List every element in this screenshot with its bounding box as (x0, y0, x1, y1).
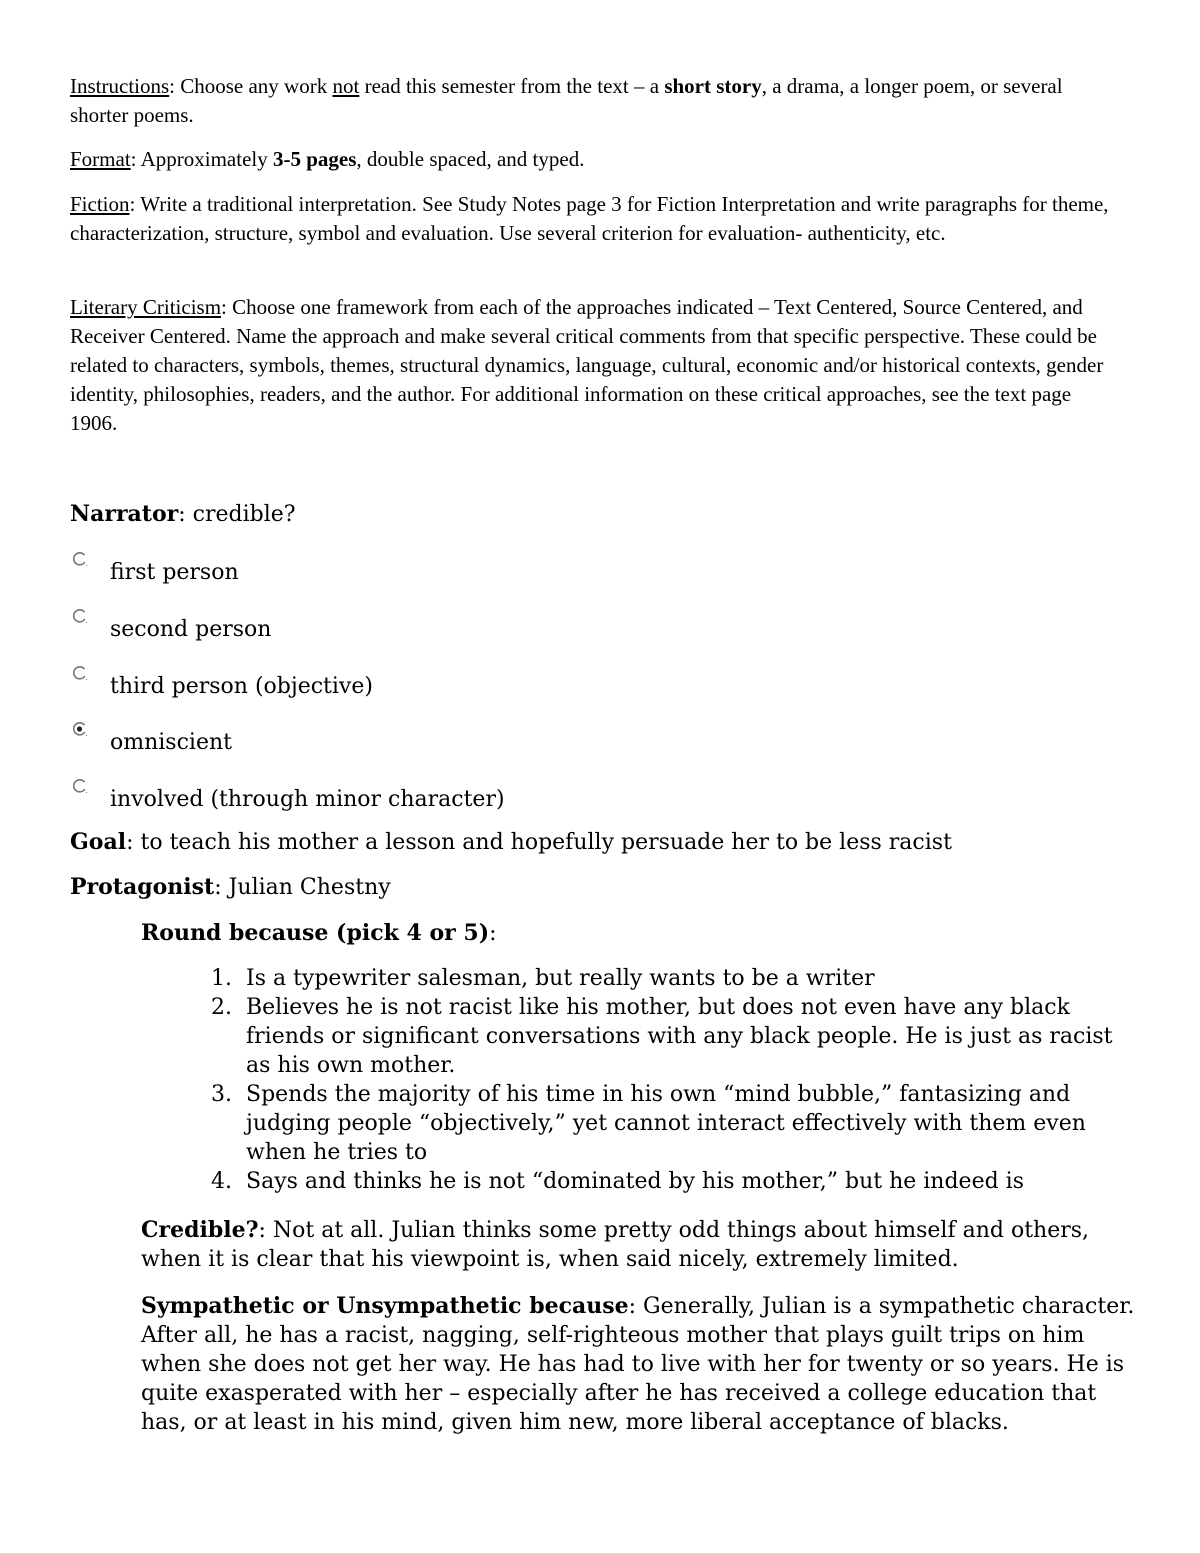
list-number: 4. (211, 1169, 232, 1194)
radio-selected-icon[interactable] (73, 722, 87, 736)
radio-label: first person (110, 560, 239, 585)
instructions-text: : Choose any work (169, 74, 333, 98)
goal-line (70, 828, 952, 857)
instructions-text-3: , a drama, a longer poem, or several shorter poems. (70, 74, 1063, 127)
credible-label: Credible? (141, 1217, 259, 1243)
fiction-text: : Write a traditional interpretation. See Study Notes page 3 for Fiction Interpretation and write paragraphs for theme, characterization, structure, symbol and evaluation. Use several criterion for evaluation- authenticity, etc. (70, 192, 1109, 245)
radio-label: second person (110, 617, 272, 642)
short-story-emphasis: short story (664, 74, 762, 98)
round-list (141, 964, 1136, 1196)
radio-label: third person (objective) (110, 674, 373, 699)
instructions-paragraph (70, 72, 1120, 130)
instructions-text-2: read this semester from the text – a (359, 74, 665, 98)
list-text: Believes he is not racist like his mother, but does not even have any black friends or significant conversations with any black people. He is just as racist as his own mother. (246, 995, 1113, 1078)
goal-text: : to teach his mother a lesson and hopefully persuade her to be less racist (126, 830, 952, 855)
format-text: : Approximately (130, 147, 273, 171)
round-label: Round because (pick 4 or 5) (141, 920, 490, 946)
fiction-label: Fiction (70, 192, 130, 216)
list-number: 2. (211, 995, 232, 1020)
list-item (141, 1080, 1136, 1167)
list-text: Spends the majority of his time in his own “mind bubble,” fantasizing and judging people “objectively,” yet cannot interact effectively with them even when he tries to (246, 1082, 1086, 1165)
fiction-paragraph (70, 190, 1120, 248)
format-label: Format (70, 147, 131, 171)
radio-label: involved (through minor character) (110, 787, 505, 812)
protagonist-line (70, 873, 391, 902)
credible-paragraph (141, 1216, 1136, 1274)
round-colon: : (489, 921, 497, 946)
instructions-label: Instructions (70, 74, 170, 98)
list-text: Says and thinks he is not “dominated by his mother,” but he indeed is (246, 1169, 1024, 1194)
sympathetic-paragraph (141, 1292, 1136, 1437)
pages-emphasis: 3-5 pages (273, 147, 357, 171)
goal-label: Goal (70, 829, 127, 855)
list-number: 3. (211, 1082, 232, 1107)
not-emphasis: not (332, 74, 360, 98)
list-text: Is a typewriter salesman, but really wants to be a writer (246, 966, 875, 991)
sympathetic-label: Sympathetic or Unsympathetic because (141, 1293, 629, 1319)
narrator-text: : credible? (178, 502, 296, 527)
criticism-label: Literary Criticism (70, 295, 222, 319)
sympathetic-text: : Generally, Julian is a sympathetic character. After all, he has a racist, nagging, self-righteous mother that plays guilt trips on him when she does not get her way. He has had to live with her for twenty or so years. He is quite exasperated with her – especially after he has received a college education that has, or at least in his mind, given him new, more liberal acceptance of blacks. (141, 1294, 1135, 1435)
format-paragraph (70, 145, 1120, 174)
list-item (141, 964, 1136, 993)
criticism-paragraph (70, 293, 1115, 438)
radio-label: omniscient (110, 730, 232, 755)
protagonist-text: : Julian Chestny (214, 875, 391, 900)
format-text-2: , double spaced, and typed. (356, 147, 585, 171)
list-item (141, 993, 1136, 1080)
radio-empty-icon[interactable] (73, 666, 87, 680)
criticism-text: : Choose one framework from each of the approaches indicated – Text Centered, Source Centered, and Receiver Centered. Name the approach and make several critical comments from that specific perspective. These could be related to characters, symbols, themes, structural dynamics, language, cultural, economic and/or historical contexts, gender identity, philosophies, readers, and the author. For additional information on these critical approaches, see the text page 1906. (70, 295, 1104, 435)
narrator-line (70, 500, 296, 529)
radio-empty-icon[interactable] (73, 779, 87, 793)
radio-empty-icon[interactable] (73, 609, 87, 623)
narrator-label: Narrator (70, 501, 179, 527)
list-number: 1. (211, 966, 232, 991)
credible-text: : Not at all. Julian thinks some pretty odd things about himself and others, when it is clear that his viewpoint is, when said nicely, extremely limited. (141, 1218, 1090, 1272)
list-item (141, 1167, 1136, 1196)
radio-empty-icon[interactable] (73, 552, 87, 566)
protagonist-label: Protagonist (70, 874, 215, 900)
round-heading (141, 919, 497, 948)
